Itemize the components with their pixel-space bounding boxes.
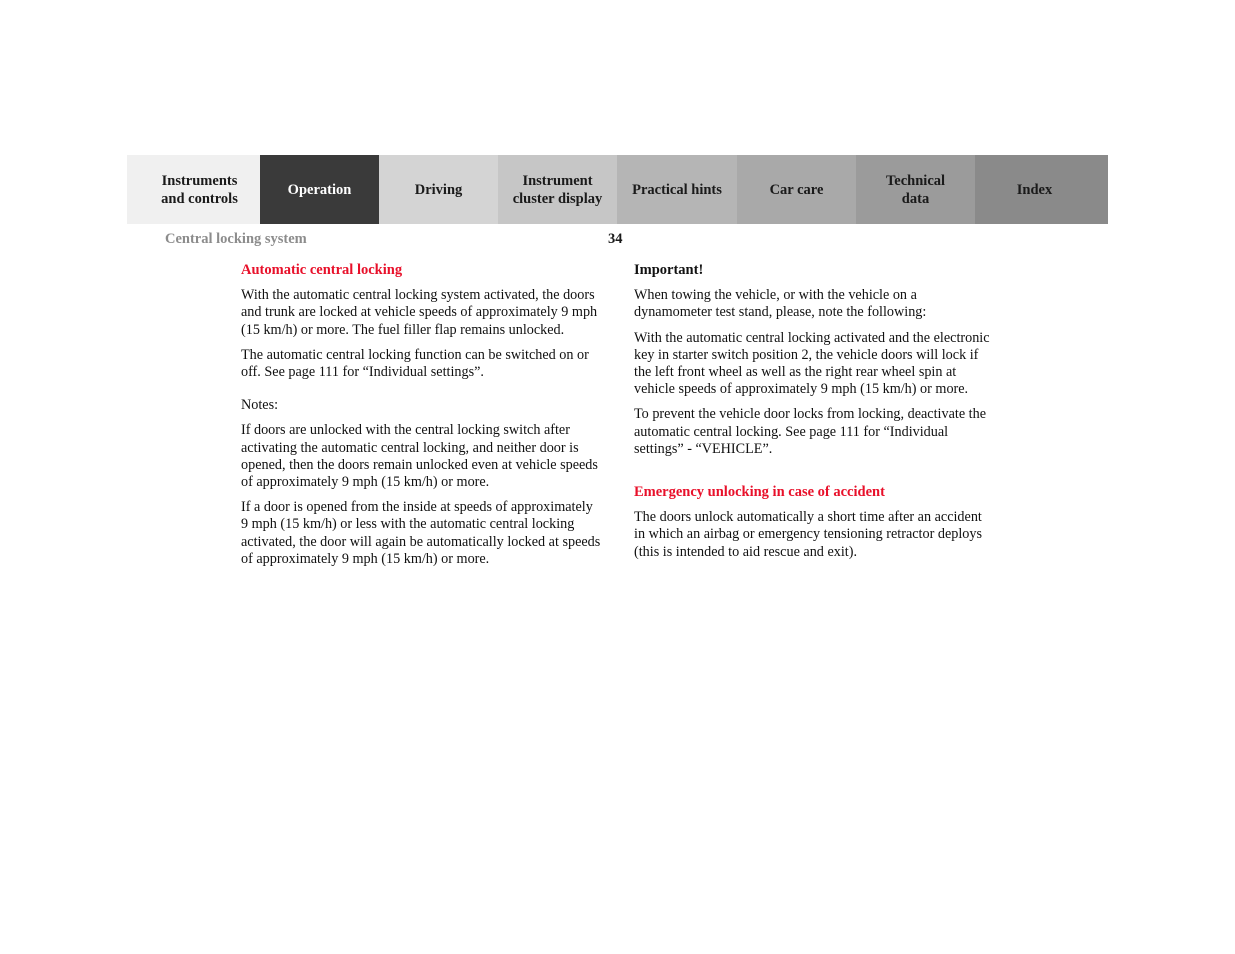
tab-label-line1: Technical <box>885 172 946 189</box>
left-column <box>241 262 601 576</box>
tab-label-line1: Instruments <box>161 172 238 189</box>
tab-instruments-and-controls[interactable] <box>127 155 260 224</box>
tab-technical-data[interactable] <box>856 155 975 224</box>
paragraph: The automatic central locking function can be switched on or off. See page 111 for “Individual settings”. <box>241 346 589 381</box>
page-number: 34 <box>608 231 623 247</box>
tab-driving[interactable] <box>379 155 498 224</box>
important-label: Important! <box>634 262 704 278</box>
notes-label: Notes: <box>241 397 279 414</box>
paragraph: If a door is opened from the inside at speeds of approximately 9 mph (15 km/h) or less with the automatic central locking activated, the door will again be automatically locked at speeds of approximately 9 mph (15 km/h) or more. <box>241 499 601 567</box>
right-column <box>634 262 994 569</box>
paragraph: With the automatic central locking activated and the electronic key in starter switch position 2, the vehicle doors will lock if the left front wheel as well as the right rear wheel spin at vehicle speeds of approximately 9 mph (15 km/h) or more. <box>634 329 990 398</box>
section-title: Central locking system <box>165 231 307 247</box>
paragraph: The doors unlock automatically a short time after an accident in which an airbag or emergency tensioning retractor deploys (this is intended to aid rescue and exit). <box>634 509 983 560</box>
tab-instrument-cluster-display[interactable] <box>498 155 617 224</box>
chapter-tab-bar <box>127 155 1108 224</box>
tab-label-line2: cluster display <box>512 190 603 207</box>
tab-operation[interactable] <box>260 155 379 224</box>
tab-label: Operation <box>287 181 352 198</box>
paragraph: To prevent the vehicle door locks from locking, deactivate the automatic central locking. See page 111 for “Individual settings” - “VEHICLE”. <box>634 406 986 457</box>
paragraph: If doors are unlocked with the central locking switch after activating the automatic central locking, and neither door is opened, then the doors remain unlocked even at vehicle speeds of approximately 9 mph (15 km/h) or more. <box>241 422 598 491</box>
tab-label-line1: Instrument <box>522 172 593 189</box>
heading-automatic-central-locking: Automatic central locking <box>241 262 403 278</box>
tab-label: Index <box>1016 181 1053 198</box>
tab-label-line2: data <box>901 190 930 207</box>
tab-index[interactable] <box>975 155 1108 224</box>
tab-car-care[interactable] <box>737 155 856 224</box>
tab-label-line2: and controls <box>161 190 238 207</box>
tab-label: Driving <box>414 181 463 198</box>
paragraph: With the automatic central locking system activated, the doors and trunk are locked at vehicle speeds of approximately 9 mph (15 km/h) or more. The fuel filler flap remains unlocked. <box>241 287 598 338</box>
tab-practical-hints[interactable] <box>617 155 737 224</box>
heading-emergency-unlocking: Emergency unlocking in case of accident <box>634 484 885 501</box>
tab-label: Car care <box>769 181 824 198</box>
tab-label: Practical hints <box>632 181 722 198</box>
paragraph: When towing the vehicle, or with the vehicle on a dynamometer test stand, please, note the following: <box>634 287 927 321</box>
